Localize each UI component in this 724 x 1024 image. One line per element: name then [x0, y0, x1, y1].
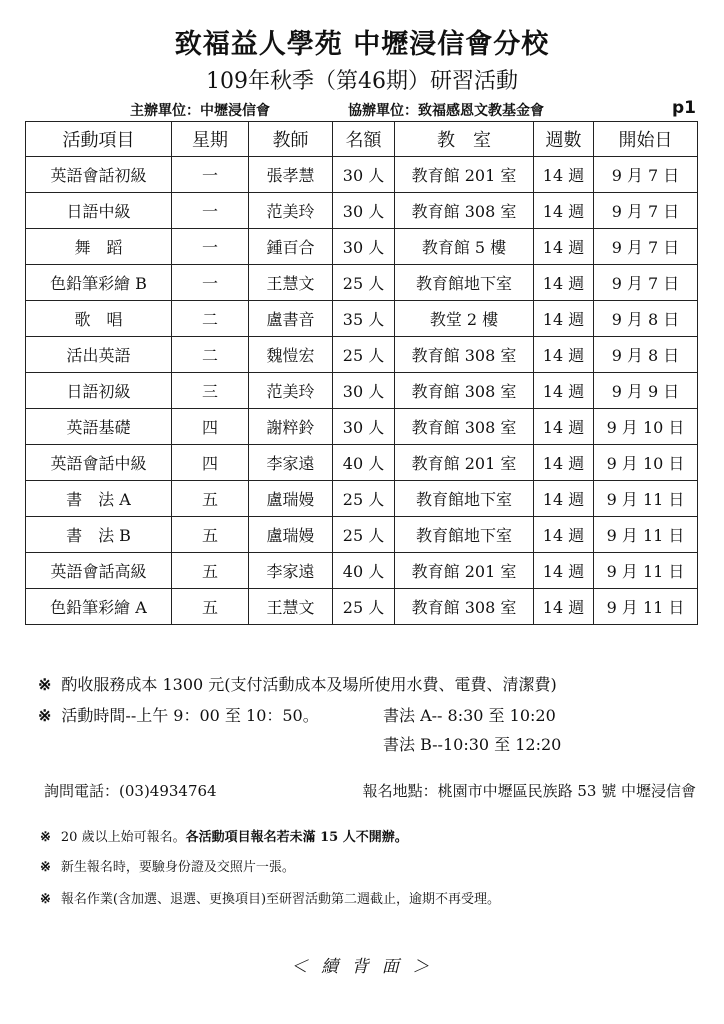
cell-quota: 25 人	[333, 265, 395, 301]
table-header-row	[26, 122, 698, 157]
cell-weeks: 14 週	[534, 193, 594, 229]
cell-classroom: 教育館 308 室	[395, 589, 534, 625]
cell-quota: 25 人	[333, 517, 395, 553]
table-row	[26, 193, 698, 229]
cell-weekday: 五	[172, 553, 249, 589]
cell-quota: 30 人	[333, 409, 395, 445]
cell-classroom: 教育館 5 樓	[395, 229, 534, 265]
note-mark: ※	[38, 675, 52, 694]
calligraphy-b-time: 書法 B--10:30 至 12:20	[383, 735, 562, 754]
cell-weeks: 14 週	[534, 157, 594, 193]
registration-address: 報名地點：桃園市中壢區民族路 53 號 中壢浸信會	[362, 782, 696, 800]
cell-start-date: 9 月 11 日	[594, 481, 698, 517]
cell-activity: 書 法 A	[26, 481, 172, 517]
cell-weeks: 14 週	[534, 265, 594, 301]
table-row	[26, 229, 698, 265]
table-row	[26, 589, 698, 625]
cell-weeks: 14 週	[534, 373, 594, 409]
cell-classroom: 教育館 308 室	[395, 409, 534, 445]
cell-teacher: 盧書音	[249, 301, 333, 337]
cell-activity: 日語初級	[26, 373, 172, 409]
table-row	[26, 157, 698, 193]
rule-age	[40, 826, 408, 845]
column-header-start-date: 開始日	[594, 122, 698, 157]
cell-teacher: 王慧文	[249, 589, 333, 625]
cell-classroom: 教育館地下室	[395, 517, 534, 553]
cell-teacher: 盧瑞嫚	[249, 481, 333, 517]
co-organizer: 協辦單位：致福感恩文教基金會	[348, 103, 544, 119]
column-header-weekday: 星期	[172, 122, 249, 157]
cell-activity: 色鉛筆彩繪 A	[26, 589, 172, 625]
cell-activity: 色鉛筆彩繪 B	[26, 265, 172, 301]
cell-start-date: 9 月 7 日	[594, 157, 698, 193]
calligraphy-a-time: 書法 A-- 8:30 至 10:20	[383, 706, 556, 725]
table-row	[26, 265, 698, 301]
cell-quota: 40 人	[333, 553, 395, 589]
cell-activity: 英語會話中級	[26, 445, 172, 481]
cell-weekday: 二	[172, 301, 249, 337]
rule-age-text: 20 歲以上始可報名。	[60, 830, 186, 845]
cell-teacher: 李家遠	[249, 553, 333, 589]
table-row	[26, 409, 698, 445]
cell-weeks: 14 週	[534, 301, 594, 337]
page-title: 致福益人學苑 中壢浸信會分校	[174, 29, 550, 60]
column-header-quota: 名額	[333, 122, 395, 157]
fee-text: 酌收服務成本 1300 元(支付活動成本及場所使用水費、電費、清潔費)	[61, 675, 557, 694]
note-mark: ※	[40, 860, 51, 875]
table-row	[26, 373, 698, 409]
continued-on-back: ＜ 續 背 面 ＞	[290, 957, 434, 977]
cell-classroom: 教育館 308 室	[395, 337, 534, 373]
cell-start-date: 9 月 9 日	[594, 373, 698, 409]
inquiry-phone: 詢問電話：(03)4934764	[44, 782, 217, 800]
cell-activity: 英語基礎	[26, 409, 172, 445]
cell-activity: 書 法 B	[26, 517, 172, 553]
cell-quota: 30 人	[333, 229, 395, 265]
cell-quota: 35 人	[333, 301, 395, 337]
table-body	[26, 157, 698, 625]
page-number: p1	[672, 98, 696, 118]
rule-minimum-text: 各活動項目報名若未滿 15 人不開辦。	[185, 830, 408, 845]
rule-id	[40, 856, 295, 875]
cell-quota: 30 人	[333, 193, 395, 229]
cell-weeks: 14 週	[534, 517, 594, 553]
cell-weekday: 一	[172, 229, 249, 265]
note-mark: ※	[40, 892, 51, 907]
table-row	[26, 517, 698, 553]
cell-weekday: 四	[172, 445, 249, 481]
rule-deadline	[40, 888, 500, 907]
cell-quota: 40 人	[333, 445, 395, 481]
cell-weekday: 一	[172, 157, 249, 193]
cell-teacher: 鍾百合	[249, 229, 333, 265]
cell-quota: 25 人	[333, 481, 395, 517]
cell-classroom: 教堂 2 樓	[395, 301, 534, 337]
cell-classroom: 教育館 201 室	[395, 553, 534, 589]
cell-start-date: 9 月 7 日	[594, 193, 698, 229]
column-header-teacher: 教師	[249, 122, 333, 157]
cell-teacher: 王慧文	[249, 265, 333, 301]
cell-classroom: 教育館 308 室	[395, 193, 534, 229]
cell-start-date: 9 月 10 日	[594, 445, 698, 481]
activity-schedule-table	[25, 121, 698, 625]
rule-deadline-text: 報名作業(含加選、退選、更換項目)至研習活動第二週截止，逾期不再受理。	[60, 892, 501, 907]
table-row	[26, 553, 698, 589]
cell-classroom: 教育館 308 室	[395, 373, 534, 409]
cell-weekday: 二	[172, 337, 249, 373]
host-organizer: 主辦單位：中壢浸信會	[130, 103, 270, 119]
cell-weekday: 一	[172, 265, 249, 301]
organizers-line	[130, 100, 696, 120]
cell-start-date: 9 月 7 日	[594, 229, 698, 265]
cell-start-date: 9 月 8 日	[594, 337, 698, 373]
rule-id-text: 新生報名時，要驗身份證及交照片一張。	[60, 860, 295, 875]
cell-weeks: 14 週	[534, 553, 594, 589]
cell-quota: 25 人	[333, 337, 395, 373]
cell-activity: 舞 蹈	[26, 229, 172, 265]
fee-note	[38, 672, 704, 695]
cell-start-date: 9 月 11 日	[594, 589, 698, 625]
cell-start-date: 9 月 8 日	[594, 301, 698, 337]
table-row	[26, 481, 698, 517]
cell-classroom: 教育館 201 室	[395, 157, 534, 193]
page-subtitle: 109年秋季（第46期）研習活動	[206, 69, 518, 94]
time-text: 活動時間--上午 9：00 至 10：50。	[61, 706, 319, 725]
cell-weeks: 14 週	[534, 445, 594, 481]
cell-teacher: 張孝慧	[249, 157, 333, 193]
cell-start-date: 9 月 11 日	[594, 517, 698, 553]
column-header-classroom: 教 室	[395, 122, 534, 157]
cell-activity: 日語中級	[26, 193, 172, 229]
cell-weekday: 一	[172, 193, 249, 229]
cell-weekday: 五	[172, 481, 249, 517]
cell-weekday: 四	[172, 409, 249, 445]
table-row	[26, 445, 698, 481]
cell-quota: 25 人	[333, 589, 395, 625]
cell-teacher: 盧瑞嫚	[249, 517, 333, 553]
time-note	[38, 703, 704, 726]
cell-weeks: 14 週	[534, 589, 594, 625]
table-row	[26, 301, 698, 337]
cell-teacher: 魏愷宏	[249, 337, 333, 373]
cell-weekday: 五	[172, 517, 249, 553]
column-header-activity: 活動項目	[26, 122, 172, 157]
cell-teacher: 范美玲	[249, 373, 333, 409]
note-mark: ※	[40, 830, 51, 845]
cell-teacher: 謝粹鈴	[249, 409, 333, 445]
cell-weekday: 五	[172, 589, 249, 625]
cell-classroom: 教育館地下室	[395, 481, 534, 517]
cell-classroom: 教育館 201 室	[395, 445, 534, 481]
table-row	[26, 337, 698, 373]
cell-classroom: 教育館地下室	[395, 265, 534, 301]
column-header-weeks: 週數	[534, 122, 594, 157]
cell-weeks: 14 週	[534, 229, 594, 265]
cell-activity: 歌 唱	[26, 301, 172, 337]
cell-activity: 活出英語	[26, 337, 172, 373]
cell-activity: 英語會話初級	[26, 157, 172, 193]
cell-quota: 30 人	[333, 157, 395, 193]
cell-teacher: 李家遠	[249, 445, 333, 481]
note-mark: ※	[38, 706, 52, 725]
cell-quota: 30 人	[333, 373, 395, 409]
cell-weeks: 14 週	[534, 481, 594, 517]
cell-start-date: 9 月 10 日	[594, 409, 698, 445]
cell-start-date: 9 月 7 日	[594, 265, 698, 301]
cell-weeks: 14 週	[534, 337, 594, 373]
cell-weekday: 三	[172, 373, 249, 409]
cell-activity: 英語會話高級	[26, 553, 172, 589]
cell-weeks: 14 週	[534, 409, 594, 445]
cell-start-date: 9 月 11 日	[594, 553, 698, 589]
cell-teacher: 范美玲	[249, 193, 333, 229]
